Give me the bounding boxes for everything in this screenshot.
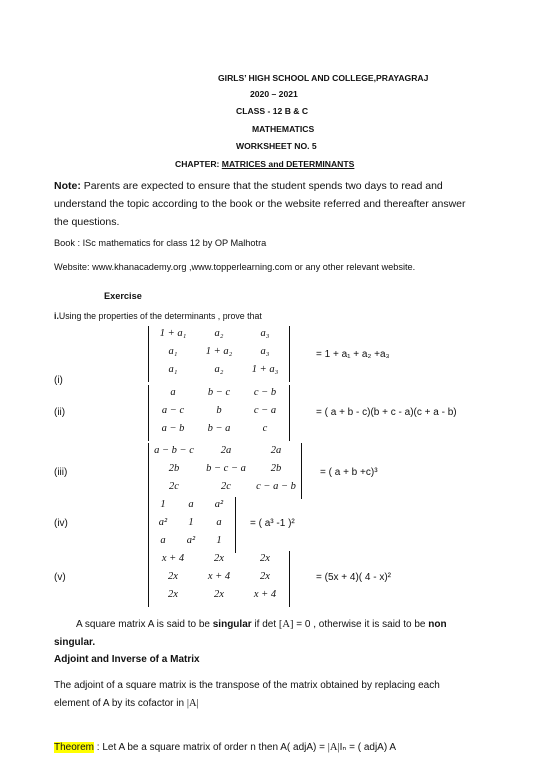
problem-result: = ( a + b +c)³ <box>320 467 378 478</box>
singular-text-2: if det <box>251 619 279 630</box>
matrix-A-bracket: [A] <box>278 619 294 630</box>
det-cell: c − a − b <box>256 481 296 492</box>
problem-result: = 1 + a₁ + a₂ +a₃ <box>316 349 390 360</box>
det-cell: x + 4 <box>207 571 231 582</box>
det-cell: b <box>216 405 222 416</box>
theorem-line <box>54 742 396 753</box>
determinant <box>148 326 290 382</box>
note-label: Note: <box>54 180 81 192</box>
determinant <box>148 443 302 499</box>
det-cell: 2a <box>270 445 282 456</box>
problem-result: = (5x + 4)( 4 - x)² <box>316 572 392 583</box>
det-cell: 1 <box>216 535 222 546</box>
theorem-tail: = ( adjA) A <box>346 742 397 753</box>
det-cell: a₃ <box>260 346 270 357</box>
det-cell: a − b − c <box>154 445 194 456</box>
adjoint-section-title: Adjoint and Inverse of a Matrix <box>54 654 200 665</box>
problem-result: = ( a³ -1 )² <box>250 518 295 529</box>
det-cell: 2x <box>168 589 178 600</box>
note-line-3: the questions. <box>54 216 120 228</box>
det-cell: a₂ <box>214 328 224 339</box>
det-cell: 2c <box>221 481 231 492</box>
det-cell: 1 <box>188 517 194 528</box>
worksheet-number: WORKSHEET NO. 5 <box>236 141 317 151</box>
det-A: |A| <box>327 742 340 753</box>
school-name: GIRLS’ HIGH SCHOOL AND COLLEGE,PRAYAGRAJ <box>218 73 429 83</box>
theorem-text: : Let A be a square matrix of order n then A( adjA) = <box>94 742 328 753</box>
det-cell: 2x <box>214 553 224 564</box>
det-cell: 2x <box>260 553 270 564</box>
problem-result: = ( a + b - c)(b + c - a)(c + a - b) <box>316 407 457 418</box>
det-cell: b − a <box>207 423 231 434</box>
note-line-2: understand the topic according to the book or the website referred and thereafter answer <box>54 198 466 210</box>
det-cell: 2b <box>270 463 282 474</box>
problem-label: (ii) <box>54 407 66 418</box>
det-cell: a₃ <box>260 328 270 339</box>
det-cell: 1 <box>160 499 166 510</box>
chapter-prefix: CHAPTER: <box>175 159 222 169</box>
det-A: |A| <box>186 698 199 709</box>
det-cell: a² <box>214 499 224 510</box>
chapter-title: MATRICES and DETERMINANTS <box>221 159 355 169</box>
det-cell: a <box>188 499 194 510</box>
singular-text-3: = 0 , otherwise it is said to be <box>293 619 429 630</box>
det-cell: 2b <box>168 463 180 474</box>
question-number: i. <box>54 311 59 321</box>
identity-matrix: Iₙ <box>339 742 347 753</box>
det-cell: 2x <box>260 571 270 582</box>
det-cell: c − a <box>253 405 277 416</box>
chapter-heading <box>175 159 354 169</box>
det-cell: a − b <box>161 423 185 434</box>
det-cell: 2x <box>214 589 224 600</box>
det-cell: b − c − a <box>206 463 246 474</box>
det-cell: 2c <box>169 481 179 492</box>
det-cell: 1 + a₂ <box>205 346 233 357</box>
determinant <box>148 551 290 607</box>
det-cell: x + 4 <box>253 589 277 600</box>
singular-term: singular <box>212 619 252 630</box>
singular-line-2: singular. <box>54 637 96 648</box>
book-reference: Book : ISc mathematics for class 12 by OP Malhotra <box>54 238 267 248</box>
det-cell: a² <box>158 517 168 528</box>
det-cell: a₁ <box>168 364 178 375</box>
det-cell: b − c <box>207 387 231 398</box>
det-cell: x + 4 <box>161 553 185 564</box>
class-label: CLASS - 12 B & C <box>236 106 309 116</box>
det-cell: 2a <box>220 445 232 456</box>
det-cell: 1 + a₃ <box>251 364 279 375</box>
problem-label: (iii) <box>54 467 68 478</box>
det-cell: a₁ <box>168 346 178 357</box>
det-cell: 2x <box>168 571 178 582</box>
adjoint-text: element of A by its cofactor in <box>54 698 187 709</box>
determinant <box>148 385 290 441</box>
theorem-label: Theorem <box>54 742 95 753</box>
det-cell: 1 + a₁ <box>159 328 187 339</box>
singular-definition <box>76 619 447 630</box>
problem-label: (i) <box>54 375 63 386</box>
subject: MATHEMATICS <box>252 124 315 134</box>
website-reference: Website: www.khanacademy.org ,www.topperlearning.com or any other relevant website. <box>54 262 416 272</box>
det-cell: c − b <box>253 387 277 398</box>
det-cell: a <box>216 517 222 528</box>
note-text-1: Parents are expected to ensure that the student spends two days to read and <box>80 180 443 192</box>
question-text: Using the properties of the determinants , prove that <box>58 311 262 321</box>
det-cell: a <box>160 535 166 546</box>
problem-label: (v) <box>54 572 66 583</box>
determinant <box>148 497 236 553</box>
non-term: non <box>428 619 447 630</box>
det-cell: a² <box>186 535 196 546</box>
adjoint-definition-line-2 <box>54 698 199 709</box>
question-intro <box>54 311 262 321</box>
exercise-title: Exercise <box>104 291 142 301</box>
det-cell: c <box>262 423 268 434</box>
singular-text-1: A square matrix A is said to be <box>76 619 213 630</box>
det-cell: a − c <box>161 405 185 416</box>
note-line-1 <box>54 177 443 195</box>
problem-label: (iv) <box>54 518 68 529</box>
det-cell: a₂ <box>214 364 224 375</box>
adjoint-definition-line-1: The adjoint of a square matrix is the transpose of the matrix obtained by replacing each <box>54 680 440 691</box>
session: 2020 – 2021 <box>250 89 298 99</box>
det-cell: a <box>170 387 176 398</box>
